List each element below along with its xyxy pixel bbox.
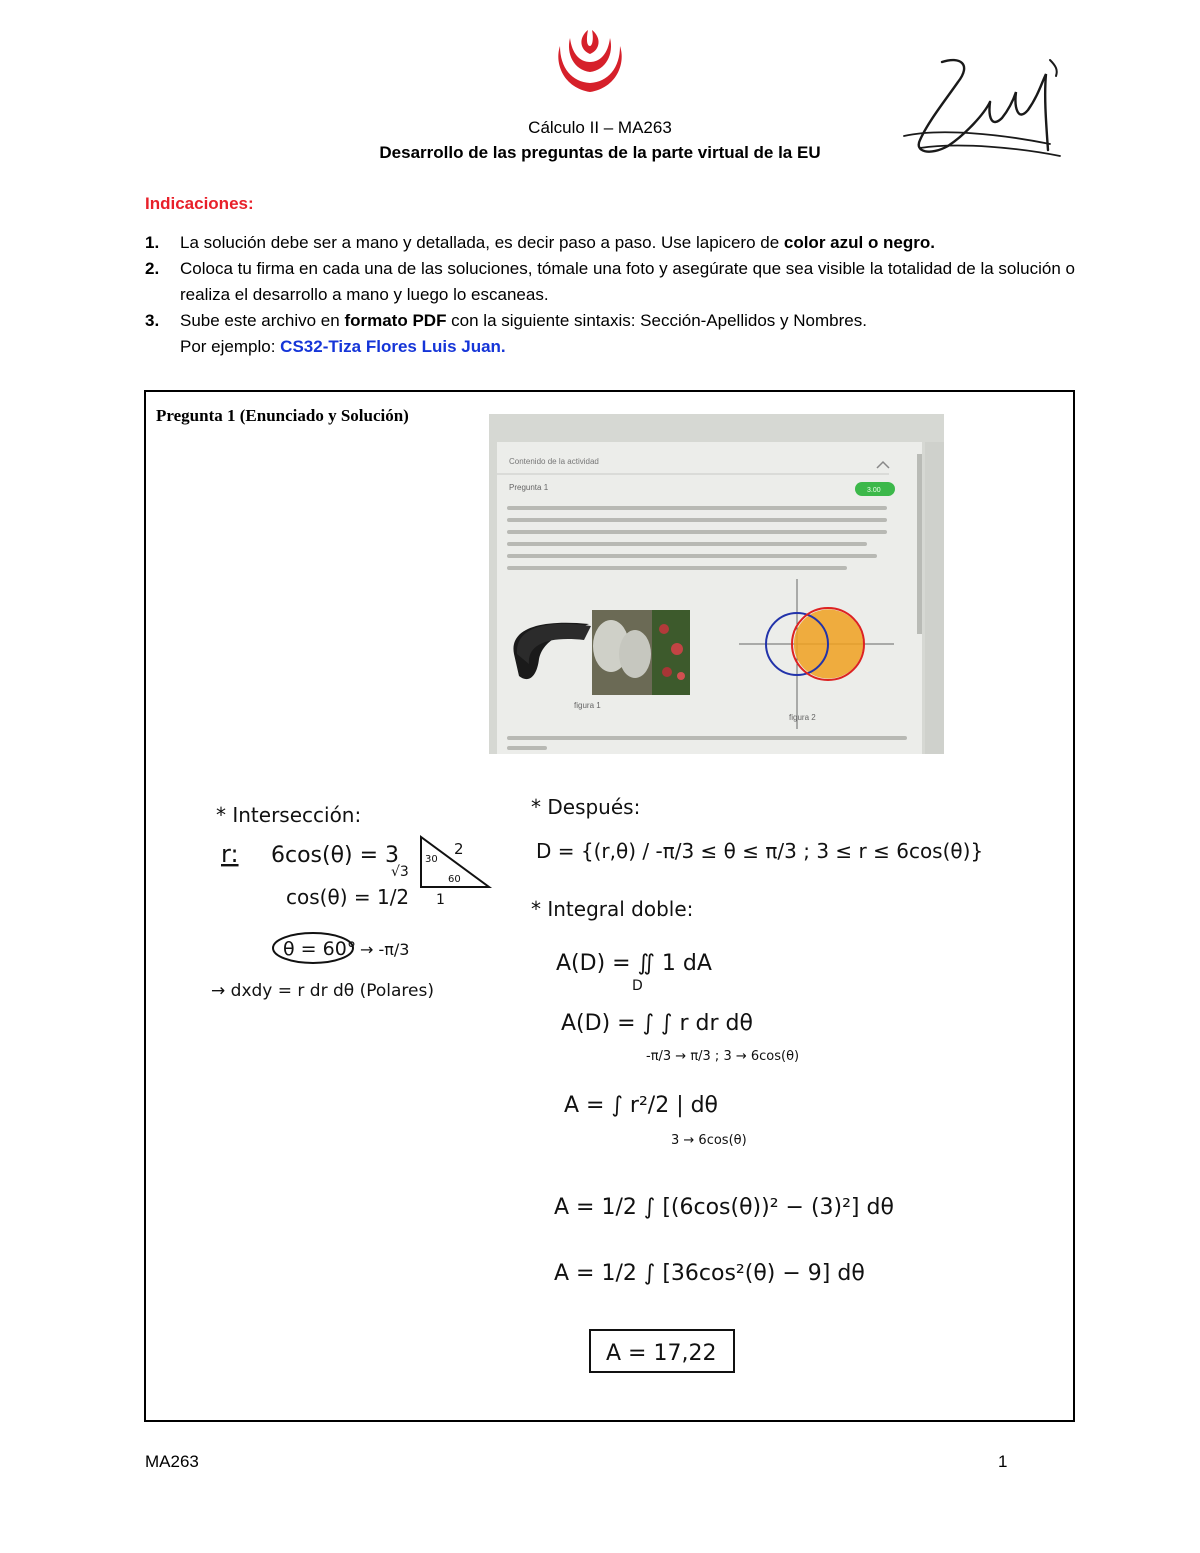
hw-eq-theta-negative: → -π/3 (360, 940, 410, 959)
hw-triangle-side-a: √3 (391, 864, 409, 880)
footer-page-number: 1 (998, 1452, 1008, 1471)
instruction-example (145, 334, 1090, 360)
example-label: Por ejemplo: (180, 337, 281, 356)
handwritten-solution (146, 392, 1077, 1424)
hw-int-1: A(D) = ∬ 1 dA (556, 951, 712, 976)
hw-int-3-limits: 3 → 6cos(θ) (671, 1133, 747, 1148)
hw-int-3: A = ∫ r²/2 | dθ (564, 1093, 719, 1118)
instruction-emphasis: formato PDF (344, 311, 447, 330)
hw-triangle-angle-bottom: 60 (448, 874, 461, 885)
question-title: Pregunta 1 (Enunciado y Solución) (156, 406, 409, 425)
instruction-item-2 (145, 256, 1090, 308)
course-title: Cálculo II – MA263 (528, 118, 672, 137)
photo-question-label: Pregunta 1 (509, 483, 549, 492)
instruction-text-part: Sube este archivo en (180, 311, 345, 330)
instruction-number: 2. (145, 259, 160, 278)
hw-polar-note: → dxdy = r dr dθ (Polares) (211, 981, 434, 1001)
hw-despues-heading: * Después: (531, 795, 641, 819)
hw-int-5: A = 1/2 ∫ [36cos²(θ) − 9] dθ (554, 1261, 865, 1286)
instruction-text (180, 230, 1090, 256)
hw-triangle-side-c: 1 (436, 892, 445, 908)
example-value: CS32-Tiza Flores Luis Juan. (280, 337, 506, 356)
hw-int-2: A(D) = ∫ ∫ r dr dθ (561, 1011, 753, 1036)
instructions-heading: Indicaciones: (145, 194, 254, 213)
university-logo (550, 28, 630, 98)
question-box (144, 390, 1075, 1422)
instruction-text (180, 308, 1090, 334)
hw-triangle-side-b: 2 (454, 840, 464, 858)
footer-course-code: MA263 (145, 1452, 199, 1471)
points-badge-text: 3.00 (867, 487, 881, 494)
instruction-text-part: La solución debe ser a mano y detallada, es decir paso a paso. Use lapicero de (180, 233, 784, 252)
hw-result: A = 17,22 (606, 1341, 717, 1366)
hw-eq-intersection: 6cos(θ) = 3 (271, 843, 400, 868)
hw-eq-cos: cos(θ) = 1/2 (286, 885, 410, 909)
document-subtitle: Desarrollo de las preguntas de la parte virtual de la EU (379, 143, 821, 162)
hw-r-label: r: (221, 840, 239, 868)
instruction-number: 1. (145, 233, 160, 252)
hw-int-4: A = 1/2 ∫ [(6cos(θ))² − (3)²] dθ (554, 1195, 894, 1220)
document-header (0, 116, 1200, 166)
hw-eq-theta: θ = 60° (283, 938, 357, 960)
photo-section-label: Contenido de la actividad (509, 457, 599, 466)
instruction-item-1 (145, 230, 1090, 256)
hw-integral-heading: * Integral doble: (531, 897, 694, 921)
instruction-text: Coloca tu firma en cada una de las soluciones, tómale una foto y asegúrate que sea visible la totalidad de la solución o realiza el desarrollo a mano y luego lo escaneas. (180, 259, 1075, 304)
instructions-list (145, 230, 1090, 360)
hw-int-1-domain: D (632, 978, 643, 994)
figure-1-caption: figura 1 (574, 701, 601, 710)
hw-region: D = {(r,θ) / -π/3 ≤ θ ≤ π/3 ; 3 ≤ r ≤ 6cos(θ)} (536, 839, 984, 863)
instruction-number: 3. (145, 311, 160, 330)
hw-int-2-limits: -π/3 → π/3 ; 3 → 6cos(θ) (646, 1049, 800, 1064)
figure-2-caption: figura 2 (789, 713, 816, 722)
instruction-text-part: con la siguiente sintaxis: Sección-Apellidos y Nombres. (446, 311, 867, 330)
hw-triangle-angle-top: 30 (425, 854, 438, 865)
instruction-emphasis: color azul o negro. (783, 233, 935, 252)
instruction-item-3 (145, 308, 1090, 334)
hw-intersection-heading: * Intersección: (216, 803, 362, 827)
